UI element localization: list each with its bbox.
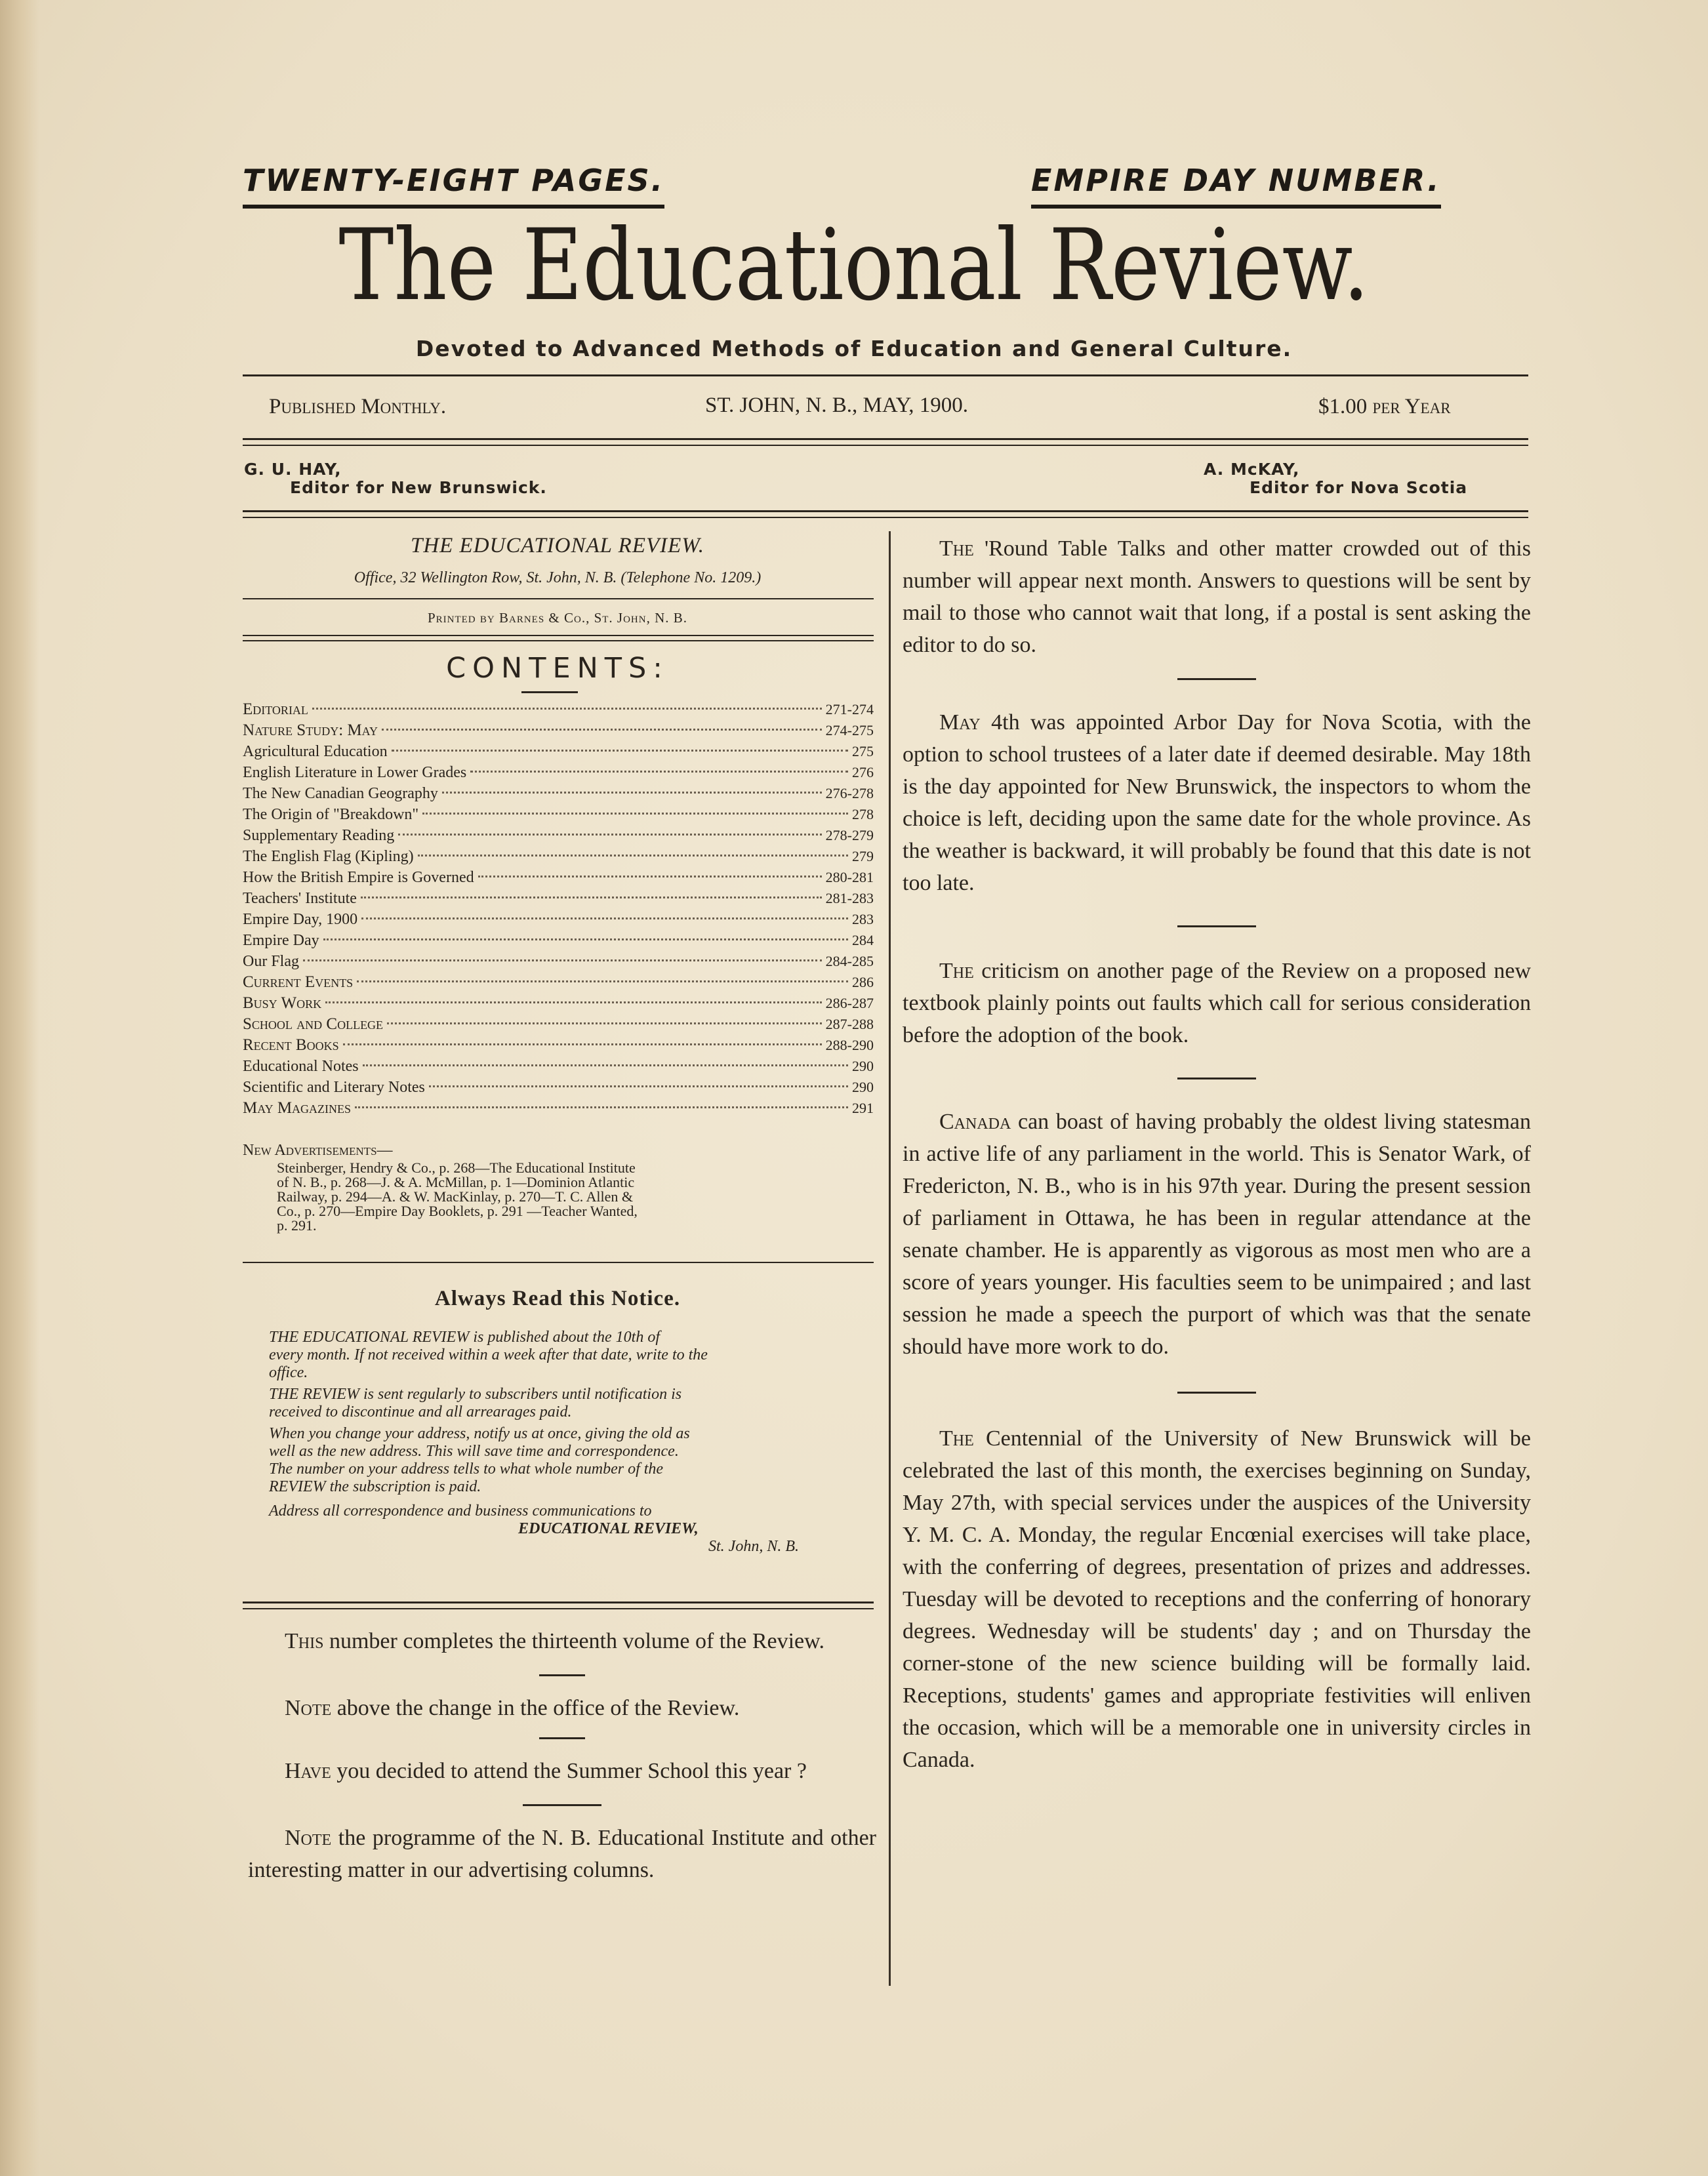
- notice-line: office.: [269, 1364, 308, 1381]
- price-suffix: per Year: [1372, 395, 1451, 418]
- para-body: 'Round Table Talks and other matter crowded out of this number will appear next month. Answers to questions will be sent by mail to those who cannot wait that long, if a postal is sent asking the editor to do so.: [903, 536, 1531, 657]
- toc-page-range: 291: [852, 1100, 874, 1116]
- notice-line: When you change your address, notify us at once, giving the old as: [269, 1425, 690, 1442]
- review-title: THE EDUCATIONAL REVIEW.: [410, 534, 705, 557]
- note-paragraph: [248, 1692, 876, 1724]
- toc-label: School and College: [243, 1015, 384, 1033]
- editors-rule-2: [243, 517, 1528, 518]
- toc-row: [243, 699, 874, 720]
- toc-page-range: 286: [852, 974, 874, 990]
- toc-leader-dots: [361, 917, 848, 919]
- editorial-paragraph: [903, 533, 1531, 661]
- para-lead: Note: [285, 1696, 332, 1720]
- note-paragraph: [248, 1755, 876, 1787]
- para-lead: Have: [285, 1759, 331, 1783]
- toc-row: [243, 825, 874, 846]
- notice-line: received to discontinue and all arrearages paid.: [269, 1403, 572, 1420]
- toc-label: The Origin of "Breakdown": [243, 806, 419, 823]
- contents-rule: [521, 691, 578, 693]
- para-body: 4th was appointed Arbor Day for Nova Scotia, with the option to school trustees of a later date if deemed desirable. May 18th is the day appointed for New Brunswick, the inspectors to whom the choice is left, deciding upon the same date for the whole province. As the weather is backward, it will probably be found that this date is not too late.: [903, 710, 1531, 895]
- notice-line: REVIEW the subscription is paid.: [269, 1478, 481, 1495]
- para-body: above the change in the office of the Review.: [331, 1696, 740, 1720]
- page-binding-edge: [0, 0, 39, 2176]
- toc-leader-dots: [387, 1022, 822, 1024]
- masthead-rule: [243, 374, 1528, 376]
- table-of-contents: [243, 699, 874, 1119]
- column-divider: [889, 531, 891, 1986]
- para-body: can boast of having probably the oldest living statesman in active life of any parliament in the world. This is Senator Wark, of Fredericton, N. B., who is in his 97th year. During the present session of parliament in Ottawa, he has been in regular attendance at the senate chamber. He is apparently as vigorous as most men who are a score of years younger. His faculties seem to be unimpaired ; and last session he made a speech the purport of which was that the senate should have more work to do.: [903, 1110, 1531, 1359]
- toc-leader-dots: [429, 1085, 848, 1087]
- adv-line: Railway, p. 294—A. & W. MacKinlay, p. 270—T. C. Allen &: [277, 1188, 634, 1205]
- editorial-separator: [1177, 1392, 1256, 1394]
- toc-label: Editorial: [243, 700, 308, 718]
- toc-page-range: 275: [852, 743, 874, 759]
- para-body: criticism on another page of the Review on a proposed new textbook plainly points out faults which call for serious consideration before the adoption of the book.: [903, 959, 1531, 1047]
- toc-row: [243, 1035, 874, 1056]
- editor-left-name: G. U. HAY,: [244, 460, 342, 479]
- toc-leader-dots: [357, 980, 848, 982]
- toc-leader-dots: [361, 897, 822, 898]
- toc-row: [243, 1098, 874, 1119]
- note-paragraph: [248, 1625, 876, 1657]
- toc-row: [243, 741, 874, 762]
- right-column: [903, 533, 1531, 1776]
- toc-leader-dots: [363, 1064, 848, 1066]
- para-body: the programme of the N. B. Educational Institute and other interesting matter in our advertising columns.: [248, 1826, 876, 1882]
- toc-label: English Literature in Lower Grades: [243, 764, 467, 781]
- pubrow-rule-2: [243, 445, 1528, 446]
- new-advertisements: [243, 1140, 874, 1233]
- toc-leader-dots: [478, 876, 822, 877]
- editorial-separator: [1177, 1078, 1256, 1079]
- toc-label: Educational Notes: [243, 1058, 359, 1075]
- toc-row: [243, 783, 874, 804]
- editor-right-name: A. McKAY,: [1204, 460, 1300, 479]
- para-lead: The: [939, 1426, 974, 1451]
- note-paragraph: [248, 1822, 876, 1886]
- notice-line: The number on your address tells to what whole number of the: [269, 1461, 664, 1478]
- toc-row: [243, 888, 874, 909]
- toc-leader-dots: [418, 855, 848, 856]
- editor-nova-scotia: [1204, 460, 1467, 497]
- toc-page-range: 276: [852, 764, 874, 780]
- editor-left-role: Editor for New Brunswick.: [290, 478, 547, 497]
- toc-page-range: 280-281: [825, 869, 874, 885]
- note-separator: [523, 1804, 601, 1806]
- toc-label: Our Flag: [243, 953, 299, 970]
- para-lead: May: [939, 710, 981, 735]
- printer-rule-1: [243, 635, 874, 636]
- notice-line: Address all correspondence and business communications to: [269, 1502, 652, 1520]
- contents-heading: CONTENTS:: [446, 652, 669, 685]
- toc-leader-dots: [382, 729, 822, 731]
- toc-label: Supplementary Reading: [243, 827, 395, 844]
- toc-label: Current Events: [243, 973, 354, 991]
- note-separator: [539, 1737, 585, 1739]
- toc-label: Scientific and Literary Notes: [243, 1079, 425, 1096]
- toc-leader-dots: [312, 708, 822, 710]
- notice-line: THE REVIEW is sent regularly to subscribers until notification is: [269, 1386, 682, 1403]
- adv-line: Steinberger, Hendry & Co., p. 268—The Educational Institute: [277, 1159, 636, 1176]
- toc-label: May Magazines: [243, 1099, 352, 1117]
- toc-row: [243, 909, 874, 930]
- office-rule: [243, 598, 874, 599]
- para-body: Centennial of the University of New Brunswick will be celebrated the last of this month, the exercises beginning on Sunday, May 27th, with special services under the auspices of the University Y. M. C. A. Monday, the regular Encœnial exercises will take place, with the conferring of degrees, presentation of prizes and addresses. Tuesday will be devoted to receptions and the conferring of honorary degrees. Wednesday will be students' day ; and on Thursday the corner-stone of the new science building will be formally laid. Receptions, students' games and appropriate festivities will enliven the occasion, which will be a memorable one in university circles in Canada.: [903, 1426, 1531, 1772]
- toc-page-range: 278-279: [825, 827, 874, 843]
- toc-page-range: 288-290: [825, 1037, 874, 1053]
- notice-rule-1: [243, 1602, 874, 1603]
- toc-leader-dots: [303, 959, 822, 961]
- pubrow-rule-1: [243, 438, 1528, 440]
- subscription-price: [1318, 395, 1451, 419]
- toc-leader-dots: [323, 938, 848, 940]
- para-lead: Note: [285, 1826, 332, 1850]
- printer-rule-2: [243, 640, 874, 641]
- toc-leader-dots: [398, 834, 821, 836]
- toc-label: Empire Day: [243, 932, 319, 949]
- note-separator: [539, 1674, 585, 1676]
- ads-rule: [243, 1262, 874, 1263]
- para-lead: This: [285, 1629, 324, 1653]
- publication-frequency: Published Monthly.: [269, 395, 447, 418]
- masthead-subtitle: Devoted to Advanced Methods of Education and General Culture.: [415, 336, 1293, 361]
- toc-page-range: 276-278: [825, 785, 874, 801]
- notice-rule-2: [243, 1608, 874, 1609]
- toc-row: [243, 951, 874, 972]
- toc-page-range: 284-285: [825, 953, 874, 969]
- toc-label: The New Canadian Geography: [243, 785, 438, 802]
- office-address: Office, 32 Wellington Row, St. John, N. B. (Telephone No. 1209.): [354, 569, 762, 586]
- toc-label: How the British Empire is Governed: [243, 869, 474, 886]
- toc-page-range: 287-288: [825, 1016, 874, 1032]
- notice-line: every month. If not received within a week after that date, write to the: [269, 1346, 708, 1363]
- toc-page-range: 274-275: [825, 722, 874, 738]
- toc-leader-dots: [355, 1106, 848, 1108]
- para-lead: The: [939, 536, 974, 561]
- toc-page-range: 290: [852, 1079, 874, 1095]
- notice-heading: Always Read this Notice.: [434, 1287, 681, 1310]
- para-body: number completes the thirteenth volume of the Review.: [323, 1629, 824, 1653]
- toc-row: [243, 1056, 874, 1077]
- editorial-paragraph: [903, 1422, 1531, 1776]
- notice-body: [269, 1329, 879, 1556]
- pages-count-label: TWENTY-EIGHT PAGES.: [243, 163, 664, 209]
- left-short-notes: [248, 1625, 876, 1886]
- toc-page-range: 290: [852, 1058, 874, 1074]
- toc-row: [243, 846, 874, 867]
- editor-new-brunswick: [244, 460, 547, 497]
- toc-page-range: 284: [852, 932, 874, 948]
- toc-label: Empire Day, 1900: [243, 911, 358, 928]
- toc-row: [243, 1077, 874, 1098]
- notice-address-1: EDUCATIONAL REVIEW,: [518, 1520, 699, 1537]
- issue-label: EMPIRE DAY NUMBER.: [1031, 163, 1441, 209]
- editor-right-role: Editor for Nova Scotia: [1250, 478, 1468, 497]
- price-amount: $1.00: [1318, 395, 1368, 418]
- toc-label: The English Flag (Kipling): [243, 848, 414, 865]
- notice-line: THE EDUCATIONAL REVIEW is published about the 10th of: [269, 1329, 660, 1346]
- toc-label: Nature Study: May: [243, 721, 378, 739]
- adv-line: of N. B., p. 268—J. & A. McMillan, p. 1—Dominion Atlantic: [277, 1174, 635, 1190]
- publication-place-date: ST. JOHN, N. B., MAY, 1900.: [705, 393, 968, 417]
- toc-leader-dots: [392, 750, 848, 752]
- toc-row: [243, 1014, 874, 1035]
- toc-row: [243, 993, 874, 1014]
- toc-page-range: 271-274: [825, 701, 874, 717]
- editorial-separator: [1177, 678, 1256, 680]
- toc-row: [243, 720, 874, 741]
- para-lead: Canada: [939, 1110, 1011, 1134]
- toc-page-range: 283: [852, 911, 874, 927]
- toc-page-range: 281-283: [825, 890, 874, 906]
- editorial-paragraph: [903, 1106, 1531, 1363]
- editorial-paragraph: [903, 955, 1531, 1051]
- para-body: you decided to attend the Summer School this year ?: [331, 1759, 807, 1783]
- adv-line: p. 291.: [277, 1217, 317, 1234]
- toc-leader-dots: [442, 792, 822, 794]
- toc-row: [243, 804, 874, 825]
- notice-address-2: St. John, N. B.: [708, 1538, 799, 1555]
- new-advertisements-list: [277, 1161, 828, 1233]
- toc-page-range: 279: [852, 848, 874, 864]
- editorial-separator: [1177, 925, 1256, 927]
- toc-row: [243, 972, 874, 993]
- toc-leader-dots: [343, 1043, 822, 1045]
- toc-leader-dots: [422, 813, 848, 815]
- toc-label: Busy Work: [243, 994, 322, 1012]
- editorial-paragraph: [903, 706, 1531, 899]
- toc-row: [243, 762, 874, 783]
- toc-page-range: 278: [852, 806, 874, 822]
- masthead-title: The Educational Review.: [338, 209, 1370, 323]
- editors-rule-1: [243, 510, 1528, 512]
- toc-page-range: 286-287: [825, 995, 874, 1011]
- new-advertisements-heading: New Advertisements—: [243, 1142, 393, 1159]
- toc-label: Teachers' Institute: [243, 890, 357, 907]
- toc-row: [243, 930, 874, 951]
- para-lead: The: [939, 959, 974, 983]
- toc-leader-dots: [470, 771, 848, 773]
- toc-leader-dots: [325, 1001, 822, 1003]
- toc-row: [243, 867, 874, 888]
- toc-label: Agricultural Education: [243, 743, 388, 760]
- toc-label: Recent Books: [243, 1036, 339, 1054]
- notice-line: well as the new address. This will save time and correspondence.: [269, 1443, 679, 1460]
- adv-line: Co., p. 270—Empire Day Booklets, p. 291 —Teacher Wanted,: [277, 1203, 638, 1219]
- printer-line: Printed by Barnes & Co., St. John, N. B.: [427, 610, 688, 626]
